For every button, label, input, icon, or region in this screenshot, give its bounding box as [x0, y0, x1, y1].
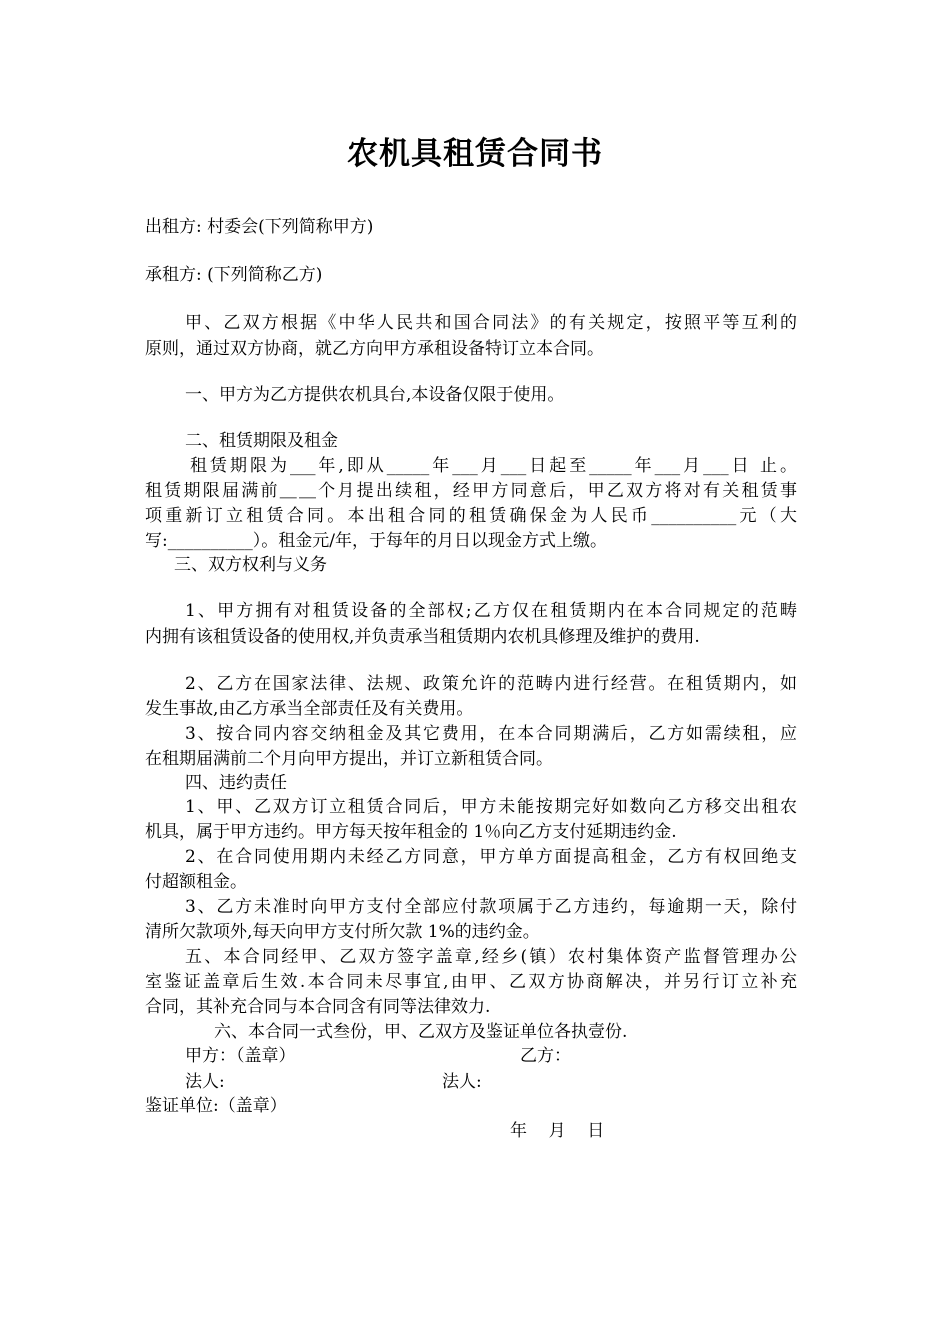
term-line-2: 租赁期限届满前＿＿个月提出续租，经甲方同意后，甲乙双方将对有关租赁事 [145, 481, 797, 501]
section-4-heading: 四、违约责任 [185, 773, 287, 793]
breach-1-line-2: 机具，属于甲方违约。甲方每天按年租金的 1％向乙方支付延期违约金. [145, 822, 677, 842]
notary-seal: 鉴证单位:（盖章） [145, 1096, 287, 1116]
lessor-line: 出租方: 村委会(下列简称甲方) [145, 217, 374, 237]
section-2-heading: 二、租赁期限及租金 [185, 431, 338, 451]
party-b-legal-rep: 法人: [442, 1072, 482, 1092]
preamble-line-2: 原则，通过双方协商，就乙方向甲方承租设备特订立本合同。 [145, 339, 604, 359]
clause-1: 一、甲方为乙方提供农机具台,本设备仅限于使用。 [185, 385, 565, 405]
signing-date: 年 月 日 [510, 1121, 605, 1141]
rights-1-line-2: 内拥有该租赁设备的使用权,并负责承当租赁期内农机具修理及维护的费用. [145, 627, 700, 647]
breach-2-line-1: 2、在合同使用期内未经乙方同意，甲方单方面提高租金，乙方有权回绝支 [185, 847, 797, 867]
breach-1-line-1: 1、甲、乙双方订立租赁合同后，甲方未能按期完好如数向乙方移交出租农 [185, 797, 797, 817]
clause-6: 六、本合同一式叁份，甲、乙双方及鉴证单位各执壹份. [214, 1022, 628, 1042]
party-b-signature: 乙方： [520, 1046, 571, 1066]
section-3-heading: 三、双方权利与义务 [174, 555, 327, 575]
party-a-seal: 甲方：（盖章） [185, 1046, 296, 1066]
rights-3-line-1: 3、按合同内容交纳租金及其它费用，在本合同期满后，乙方如需续租，应 [185, 724, 797, 744]
term-line-4: 写:__________）。租金元/年，于每年的月日以现金方式上缴。 [145, 531, 607, 551]
breach-3-line-1: 3、乙方未准时向甲方支付全部应付款项属于乙方违约，每逾期一天，除付 [185, 897, 797, 917]
rights-2-line-2: 发生事故,由乙方承当全部责任及有关费用。 [145, 699, 474, 719]
breach-2-line-2: 付超额租金。 [145, 872, 247, 892]
rights-2-line-1: 2、乙方在国家法律、法规、政策允许的范畴内进行经营。在租赁期内，如 [185, 674, 797, 694]
lessee-line: 承租方: (下列简称乙方) [145, 265, 323, 285]
preamble-line-1: 甲、乙双方根据《中华人民共和国合同法》的有关规定，按照平等互利的 [185, 313, 797, 333]
breach-3-line-2: 清所欠款项外,每天向甲方支付所欠款 1%的违约金。 [145, 922, 540, 942]
party-a-legal-rep: 法人: [185, 1072, 225, 1092]
clause-5-line-1: 五、本合同经甲、乙双方签字盖章,经乡(镇）农村集体资产监督管理办公 [185, 947, 797, 967]
term-line-1: 租赁期限为___年,即从_____年___月___日起至_____年___月___日 止。 [190, 456, 797, 476]
rights-1-line-1: 1、甲方拥有对租赁设备的全部权;乙方仅在租赁期内在本合同规定的范畴 [185, 601, 797, 621]
rights-3-line-2: 在租期届满前二个月向甲方提出，并订立新租赁合同。 [145, 749, 553, 769]
clause-5-line-2: 室鉴证盖章后生效.本合同未尽事宜,由甲、乙双方协商解决，并另行订立补充 [145, 972, 797, 992]
document-title: 农机具租赁合同书 [347, 136, 603, 172]
clause-5-line-3: 合同，其补充合同与本合同含有同等法律效力. [145, 997, 491, 1017]
term-line-3: 项重新订立租赁合同。本出租合同的租赁确保金为人民币__________元（大 [145, 506, 797, 526]
